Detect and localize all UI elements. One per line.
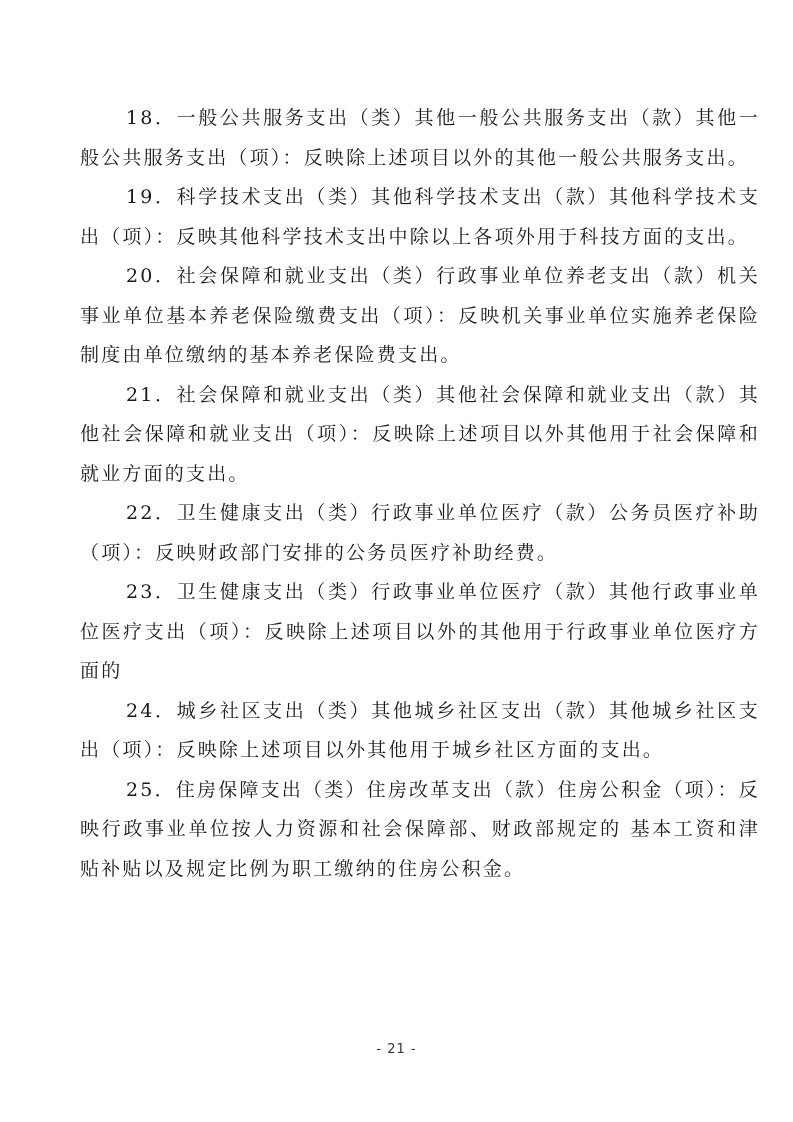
paragraph-item-21: 21．社会保障和就业支出（类）其他社会保障和就业支出（款）其他社会保障和就业支出（项）：反映除上述项目以外其他用于社会保障和就业方面的支出。 xyxy=(80,383,760,485)
paragraph-item-22: 22．卫生健康支出（类）行政事业单位医疗（款）公务员医疗补助（项）：反映财政部门安排的公务员医疗补助经费。 xyxy=(80,502,760,564)
body-text xyxy=(80,99,760,889)
paragraph-item-19: 19．科学技术支出（类）其他科学技术支出（款）其他科学技术支出（项）：反映其他科学技术支出中除以上各项外用于科技方面的支出。 xyxy=(80,186,760,248)
paragraph-item-24: 24．城乡社区支出（类）其他城乡社区支出（款）其他城乡社区支出（项）：反映除上述项目以外其他用于城乡社区方面的支出。 xyxy=(80,699,760,761)
paragraph-item-25: 25．住房保障支出（类）住房改革支出（款）住房公积金（项）：反映行政事业单位按人力资源和社会保障部、财政部规定的 基本工资和津贴补贴以及规定比例为职工缴纳的住房公积金。 xyxy=(80,778,760,880)
paragraph-item-18: 18．一般公共服务支出（类）其他一般公共服务支出（款）其他一般公共服务支出（项）：反映除上述项目以外的其他一般公共服务支出。 xyxy=(80,107,760,169)
page-number: - 21 - xyxy=(376,1042,417,1057)
paragraph-item-23: 23．卫生健康支出（类）行政事业单位医疗（款）其他行政事业单位医疗支出（项）：反映除上述项目以外的其他用于行政事业单位医疗方面的 xyxy=(80,581,760,682)
paragraph-item-20: 20．社会保障和就业支出（类）行政事业单位养老支出（款）机关事业单位基本养老保险缴费支出（项）：反映机关事业单位实施养老保险制度由单位缴纳的基本养老保险费支出。 xyxy=(80,265,760,366)
